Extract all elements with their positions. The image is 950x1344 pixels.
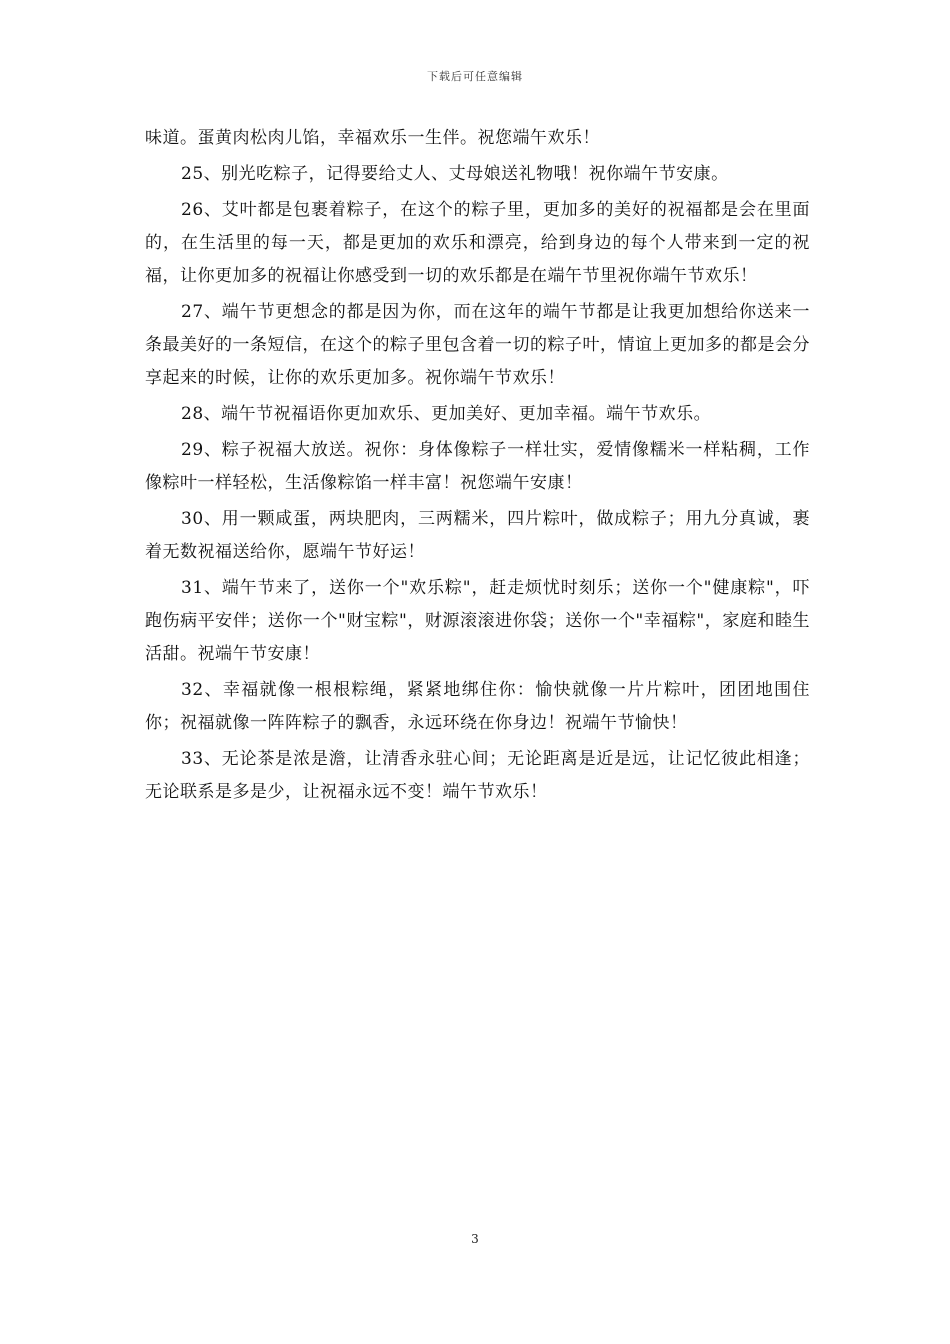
paragraph: 28、端午节祝福语你更加欢乐、更加美好、更加幸福。端午节欢乐。 (181, 404, 712, 424)
paragraph: 33、无论茶是浓是澹，让清香永驻心间；无论距离是近是远，让记忆彼此相逢；无论联系是多是少，让祝福永远不变！端午节欢乐！ (145, 749, 810, 802)
body-text (145, 122, 810, 812)
paragraph: 31、端午节来了，送你一个"欢乐粽"，赶走烦忧时刻乐；送你一个"健康粽"，吓跑伤病平安伴；送你一个"财宝粽"，财源滚滚进你袋；送你一个"幸福粽"，家庭和睦生活甜。祝端午节安康！ (145, 578, 810, 664)
header-note: 下载后可任意编辑 (427, 70, 523, 83)
paragraph: 29、粽子祝福大放送。祝你：身体像粽子一样壮实，爱情像糯米一样粘稠，工作像粽叶一样轻松，生活像粽馅一样丰富！祝您端午安康！ (145, 440, 810, 493)
paragraph: 25、别光吃粽子，记得要给丈人、丈母娘送礼物哦！祝你端午节安康。 (181, 164, 729, 184)
paragraph: 味道。蛋黄肉松肉儿馅，幸福欢乐一生伴。祝您端午欢乐！ (145, 128, 600, 148)
paragraph: 30、用一颗咸蛋，两块肥肉，三两糯米，四片粽叶，做成粽子；用九分真诚，裹着无数祝福送给你，愿端午节好运！ (145, 509, 810, 562)
paragraph: 32、幸福就像一根根粽绳，紧紧地绑住你：愉快就像一片片粽叶，团团地围住你；祝福就像一阵阵粽子的飘香，永远环绕在你身边！祝端午节愉快！ (145, 680, 810, 733)
paragraph: 27、端午节更想念的都是因为你，而在这年的端午节都是让我更加想给你送来一条最美好的一条短信，在这个的粽子里包含着一切的粽子叶，情谊上更加多的都是会分享起来的时候，让你的欢乐更加多。祝你端午节欢乐！ (145, 302, 810, 388)
page-number: 3 (471, 1232, 479, 1246)
paragraph: 26、艾叶都是包裹着粽子，在这个的粽子里，更加多的美好的祝福都是会在里面的，在生活里的每一天，都是更加的欢乐和漂亮，给到身边的每个人带来到一定的祝福，让你更加多的祝福让你感受到一切的欢乐都是在端午节里祝你端午节欢乐！ (145, 200, 810, 286)
